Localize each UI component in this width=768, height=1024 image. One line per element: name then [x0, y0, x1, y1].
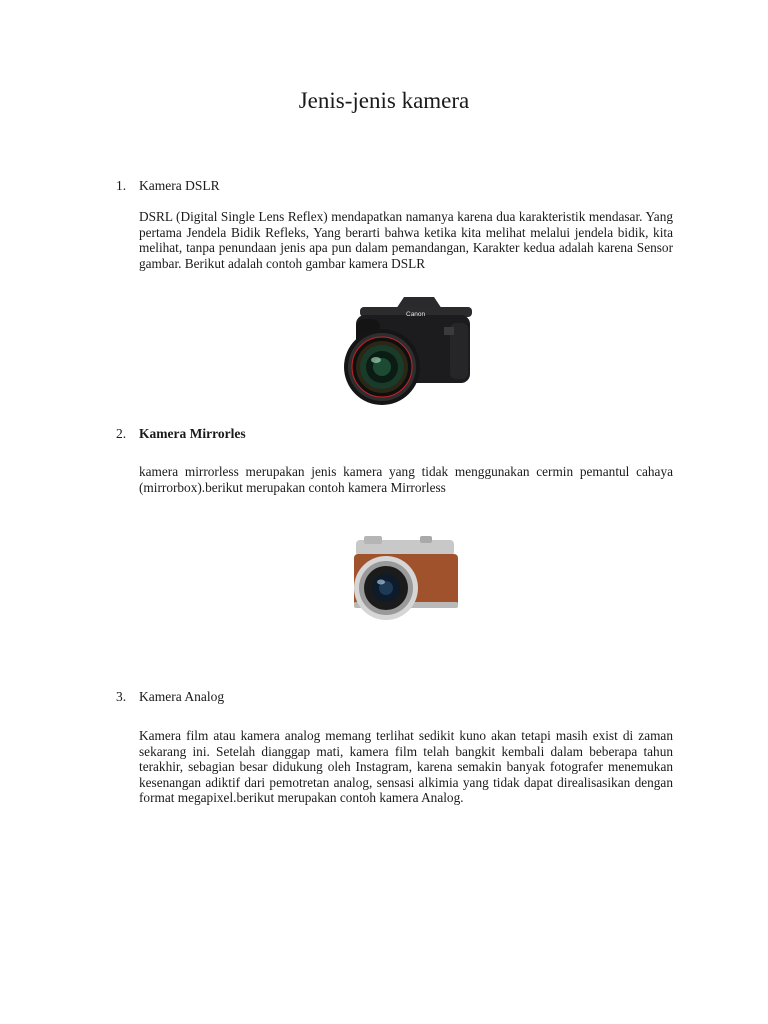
section-paragraph-analog: Kamera film atau kamera analog memang terlihat sedikit kuno akan tetapi masih exist di zaman sekarang ini. Setelah dianggap mati, kamera film telah bangkit kembali dalam beberapa tahun terakhir, sebagian besar didukung oleh Instagram, karena semakin banyak fotografer menemukan kesenangan adiktif dari pemotretan analog, sensasi alkimia yang tidak dapat direalisasikan dengan format megapixel.berikut merupakan contoh kamera Analog. [139, 728, 673, 806]
camera-brand-label: Canon [406, 311, 426, 318]
section-heading-analog [116, 689, 224, 705]
mirrorless-camera-image [350, 536, 462, 624]
section-number: 3. [116, 689, 127, 704]
section-heading-dslr [116, 178, 220, 194]
section-title: Kamera DSLR [139, 178, 220, 193]
dslr-camera-image [338, 293, 478, 407]
section-number: 1. [116, 178, 127, 193]
section-paragraph-dslr: DSRL (Digital Single Lens Reflex) mendapatkan namanya karena dua karakteristik mendasar. Yang pertama Jendela Bidik Refleks, Yang berarti bahwa ketika kita melihat melalui jendela bidik, kita melihat, tanpa penundaan jenis apa pun dalam pemandangan, Karakter kedua adalah karena Sensor gambar. Berikut adalah contoh gambar kamera DSLR [139, 209, 673, 271]
section-title: Kamera Mirrorles [139, 426, 246, 441]
page-title: Jenis-jenis kamera [298, 88, 470, 113]
section-paragraph-mirrorless: kamera mirrorless merupakan jenis kamera yang tidak menggunakan cermin pemantul cahaya (mirrorbox).berikut merupakan contoh kamera Mirrorless [139, 464, 673, 495]
section-title: Kamera Analog [139, 689, 225, 704]
section-number: 2. [116, 426, 127, 441]
section-heading-mirrorless [116, 426, 246, 442]
